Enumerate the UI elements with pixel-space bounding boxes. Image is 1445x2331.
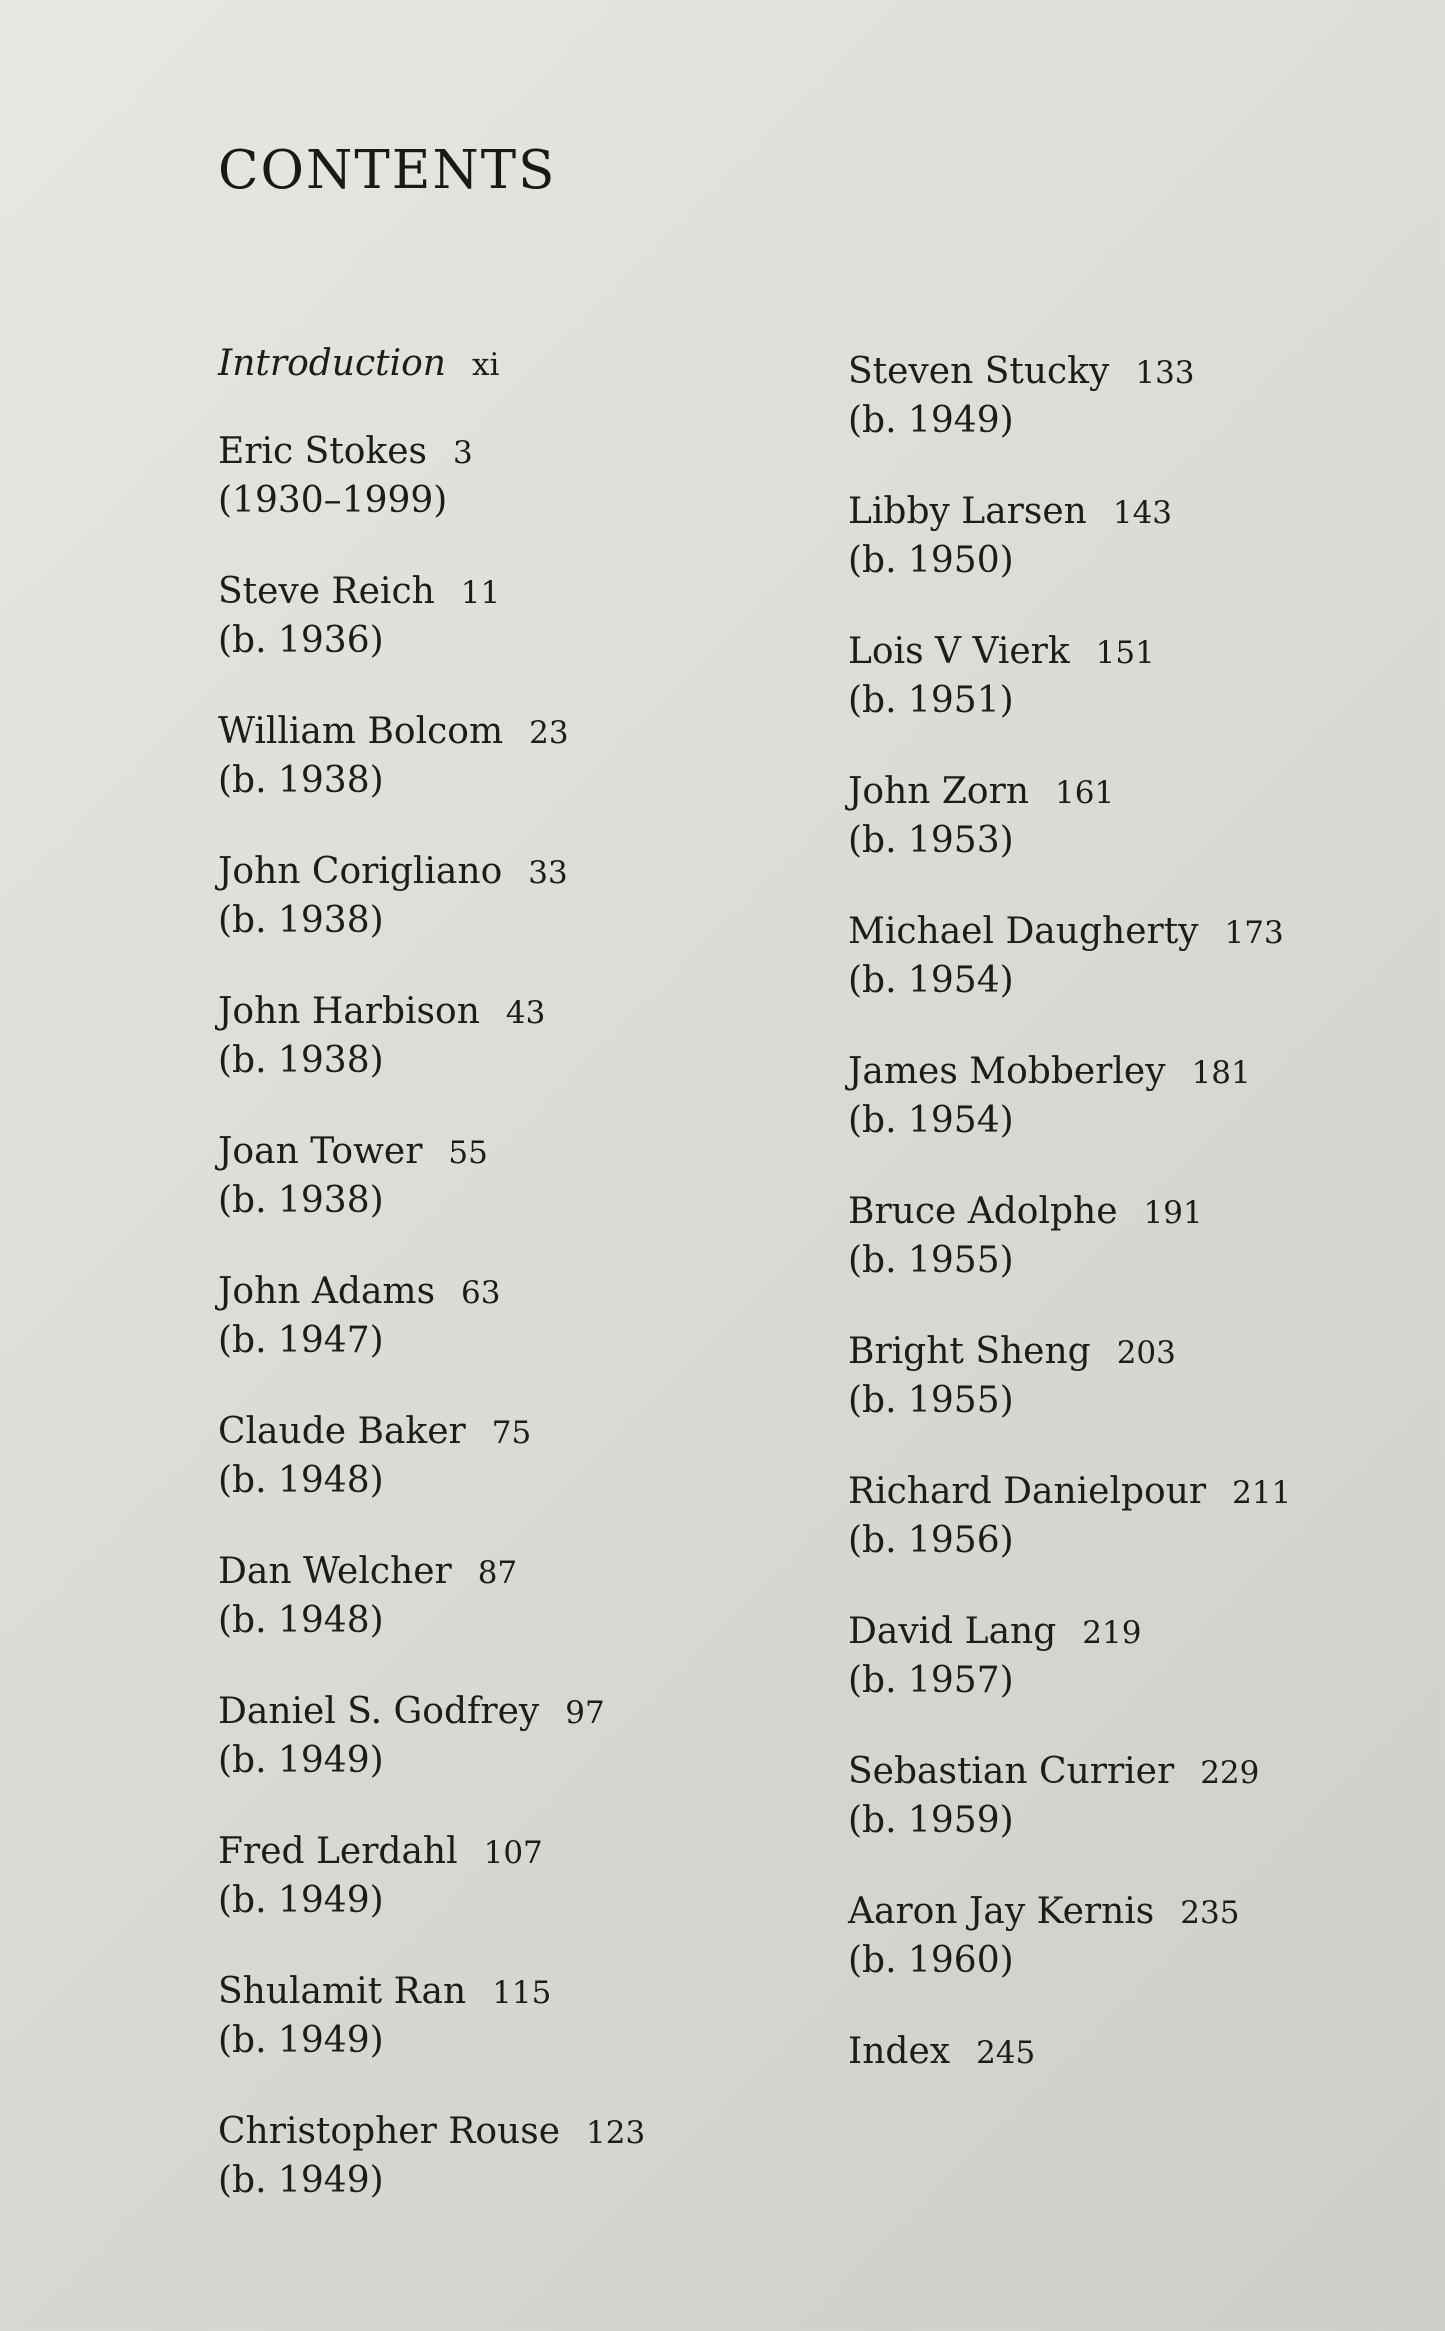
entry-title: Introduction xyxy=(218,343,446,384)
entry-title: John Zorn xyxy=(848,771,1030,812)
entry-page-number: 115 xyxy=(492,1975,552,2011)
entry-dates: (b. 1956) xyxy=(848,1520,1014,1561)
entry-dates: (b. 1955) xyxy=(848,1380,1014,1421)
entry-title: Fred Lerdahl xyxy=(218,1831,458,1872)
entry-dates: (b. 1936) xyxy=(218,620,384,661)
entry-dates: (b. 1949) xyxy=(218,2020,384,2061)
entry-dates: (b. 1948) xyxy=(218,1600,384,1641)
entry-title: John Corigliano xyxy=(218,851,503,892)
entry-dates: (b. 1960) xyxy=(848,1940,1014,1981)
entry-dates: (b. 1954) xyxy=(848,1100,1014,1141)
toc-entry[interactable] xyxy=(218,2108,838,2205)
toc-entry[interactable] xyxy=(218,1828,838,1925)
entry-page-number: 123 xyxy=(586,2115,646,2151)
entry-dates: (b. 1951) xyxy=(848,680,1014,721)
entry-page-number: 23 xyxy=(529,715,569,751)
entry-title: William Bolcom xyxy=(218,711,504,752)
entry-title: John Harbison xyxy=(218,991,480,1032)
entry-title: David Lang xyxy=(848,1611,1057,1652)
entry-page-number: 43 xyxy=(505,995,546,1031)
toc-entry-index[interactable] xyxy=(848,2028,1445,2077)
entry-page-number: 191 xyxy=(1143,1195,1203,1231)
entry-page-number: 211 xyxy=(1232,1475,1292,1511)
contents-left-column xyxy=(218,340,838,2248)
toc-entry[interactable] xyxy=(848,1468,1445,1565)
entry-page-number: 97 xyxy=(565,1695,605,1731)
entry-title: Daniel S. Godfrey xyxy=(218,1691,540,1732)
entry-dates: (b. 1954) xyxy=(848,960,1014,1001)
toc-entry[interactable] xyxy=(218,708,838,805)
entry-page-number: 87 xyxy=(477,1555,518,1591)
entry-dates: (b. 1949) xyxy=(218,1740,384,1781)
toc-entry[interactable] xyxy=(848,768,1445,865)
toc-entry[interactable] xyxy=(848,488,1445,585)
toc-entry[interactable] xyxy=(218,1548,838,1645)
entry-title: Richard Danielpour xyxy=(848,1471,1207,1512)
entry-page-number: 219 xyxy=(1082,1615,1142,1651)
entry-title: Libby Larsen xyxy=(848,491,1087,532)
entry-title: Steven Stucky xyxy=(848,351,1110,392)
toc-entry[interactable] xyxy=(218,848,838,945)
entry-page-number: 245 xyxy=(976,2035,1036,2071)
toc-entry[interactable] xyxy=(218,568,838,665)
entry-title: Bright Sheng xyxy=(848,1331,1091,1372)
entry-title: Eric Stokes xyxy=(218,431,428,472)
entry-page-number: 173 xyxy=(1224,915,1284,951)
entry-dates: (b. 1959) xyxy=(848,1800,1014,1841)
toc-entry[interactable] xyxy=(218,428,838,525)
entry-page-number: xi xyxy=(472,347,500,383)
entry-dates: (1930–1999) xyxy=(218,480,448,521)
entry-page-number: 3 xyxy=(453,435,473,471)
entry-dates: (b. 1957) xyxy=(848,1660,1014,1701)
toc-entry[interactable] xyxy=(848,1748,1445,1845)
toc-entry[interactable] xyxy=(218,988,838,1085)
entry-dates: (b. 1948) xyxy=(218,1460,384,1501)
toc-entry[interactable] xyxy=(218,1128,838,1225)
entry-dates: (b. 1953) xyxy=(848,820,1014,861)
entry-page-number: 229 xyxy=(1200,1755,1260,1791)
entry-title: Michael Daugherty xyxy=(848,911,1199,952)
entry-title: Sebastian Currier xyxy=(848,1751,1175,1792)
entry-title: Steve Reich xyxy=(218,571,435,612)
entry-dates: (b. 1938) xyxy=(218,760,384,801)
toc-entry[interactable] xyxy=(218,1688,838,1785)
entry-page-number: 107 xyxy=(483,1835,543,1871)
entry-title: John Adams xyxy=(218,1271,436,1312)
contents-right-column xyxy=(848,348,1445,2077)
toc-entry[interactable] xyxy=(218,1268,838,1365)
toc-entry-introduction[interactable] xyxy=(218,340,838,389)
entry-dates: (b. 1949) xyxy=(218,1880,384,1921)
toc-entry[interactable] xyxy=(218,1968,838,2065)
entry-title: Bruce Adolphe xyxy=(848,1191,1118,1232)
page-title: CONTENTS xyxy=(218,140,557,201)
entry-page-number: 151 xyxy=(1095,635,1155,671)
entry-title: Dan Welcher xyxy=(218,1551,452,1592)
toc-entry[interactable] xyxy=(848,1888,1445,1985)
toc-entry[interactable] xyxy=(848,348,1445,445)
toc-entry[interactable] xyxy=(848,1048,1445,1145)
entry-dates: (b. 1938) xyxy=(218,900,384,941)
entry-page-number: 161 xyxy=(1055,775,1115,811)
entry-title: Lois V Vierk xyxy=(848,631,1070,672)
entry-page-number: 33 xyxy=(528,855,568,891)
entry-title: Index xyxy=(848,2031,951,2072)
toc-entry[interactable] xyxy=(848,1608,1445,1705)
toc-entry[interactable] xyxy=(218,1408,838,1505)
entry-page-number: 181 xyxy=(1191,1055,1251,1091)
entry-page-number: 133 xyxy=(1135,355,1195,391)
entry-page-number: 75 xyxy=(491,1415,532,1451)
entry-title: Shulamit Ran xyxy=(218,1971,467,2012)
entry-dates: (b. 1949) xyxy=(848,400,1014,441)
entry-page-number: 63 xyxy=(461,1275,501,1311)
entry-dates: (b. 1947) xyxy=(218,1320,384,1361)
entry-title: James Mobberley xyxy=(848,1051,1166,1092)
entry-page-number: 235 xyxy=(1180,1895,1240,1931)
entry-page-number: 11 xyxy=(460,575,501,611)
entry-title: Aaron Jay Kernis xyxy=(848,1891,1155,1932)
entry-dates: (b. 1949) xyxy=(218,2160,384,2201)
toc-entry[interactable] xyxy=(848,908,1445,1005)
toc-entry[interactable] xyxy=(848,628,1445,725)
entry-dates: (b. 1938) xyxy=(218,1180,384,1221)
entry-title: Joan Tower xyxy=(218,1131,423,1172)
entry-dates: (b. 1950) xyxy=(848,540,1014,581)
entry-dates: (b. 1955) xyxy=(848,1240,1014,1281)
entry-dates: (b. 1938) xyxy=(218,1040,384,1081)
toc-entry[interactable] xyxy=(848,1328,1445,1425)
entry-title: Christopher Rouse xyxy=(218,2111,560,2152)
entry-page-number: 55 xyxy=(448,1135,488,1171)
toc-entry[interactable] xyxy=(848,1188,1445,1285)
entry-title: Claude Baker xyxy=(218,1411,466,1452)
entry-page-number: 203 xyxy=(1116,1335,1176,1371)
entry-page-number: 143 xyxy=(1112,495,1173,531)
